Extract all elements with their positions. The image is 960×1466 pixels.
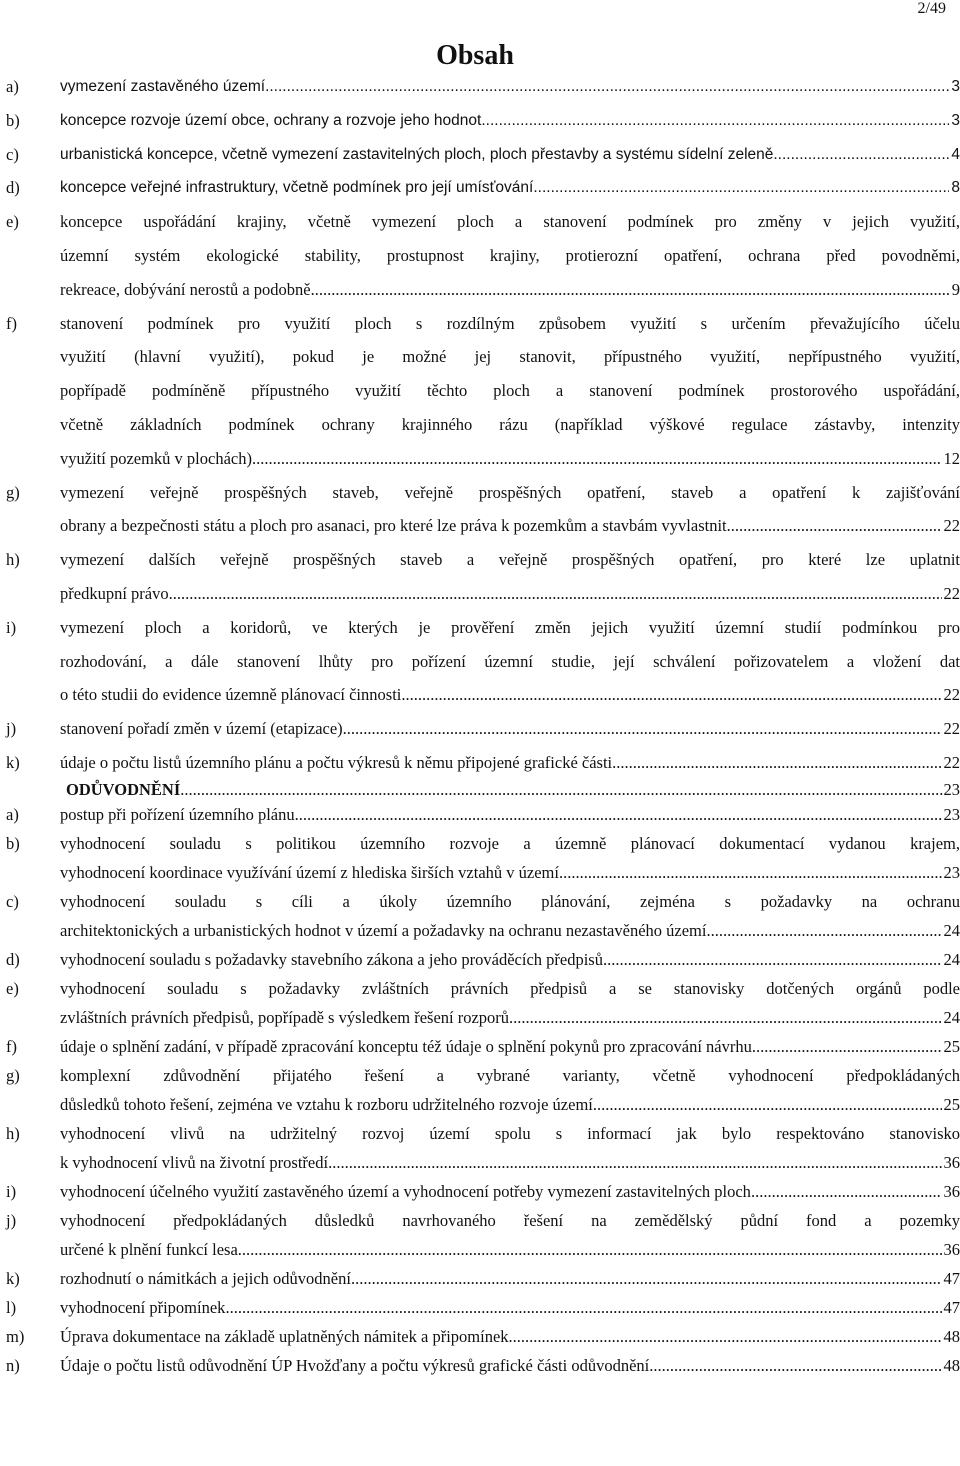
toc-entry-last-line — [60, 1177, 960, 1206]
toc-entry-page: 36 — [943, 1181, 960, 1201]
dot-leader — [727, 509, 942, 543]
toc-entry-text: obrany a bezpečnosti státu a ploch pro asanaci, pro které lze práva k pozemkům a stavbám vyvlastnit — [60, 516, 727, 536]
toc-entry-text: rozhodování, a dále stanovení lhůty pro pořízení územní studie, její schválení pořizovatelem a vložení dat — [60, 651, 960, 671]
toc-entry-last-line — [60, 712, 960, 746]
toc-entry-page: 47 — [943, 1268, 960, 1288]
toc-entry-last-line — [60, 945, 960, 974]
toc-entry-last-line — [60, 858, 960, 887]
toc-entry[interactable] — [6, 1206, 960, 1264]
toc-entry[interactable] — [6, 205, 960, 306]
toc-entry-last-line — [60, 1090, 960, 1119]
dot-leader — [751, 1177, 942, 1206]
toc-entry-last-line — [60, 1351, 960, 1380]
toc-entry-label: g) — [6, 1065, 20, 1085]
toc-entry-label: i) — [6, 617, 17, 637]
toc-entry-label: j) — [6, 1210, 17, 1230]
toc-entry-text: koncepce veřejné infrastruktury, včetně podmínek pro její umísťování — [60, 179, 534, 197]
dot-leader — [773, 138, 949, 172]
dot-leader — [265, 70, 949, 104]
toc-entry-page: 3 — [951, 78, 960, 95]
dot-leader — [593, 1090, 942, 1119]
toc-entry[interactable] — [6, 1032, 960, 1061]
toc-part-main — [6, 70, 960, 780]
toc-entry-text: vyhodnocení souladu s politikou územního rozvoje a územně plánovací dokumentací vydanou krajem, — [60, 833, 960, 853]
toc-entry-label: h) — [6, 550, 20, 570]
toc-section-odůvodnění[interactable] — [66, 780, 960, 800]
toc-entry[interactable] — [6, 1061, 960, 1119]
toc-entry-label: a) — [6, 77, 19, 96]
toc-entry-page: 48 — [943, 1326, 960, 1346]
toc-entry-page: 36 — [943, 1239, 960, 1259]
toc-entry-page: 9 — [951, 279, 960, 299]
toc-entry-last-line — [60, 678, 960, 712]
toc-entry[interactable] — [6, 712, 960, 746]
toc-entry-last-line — [60, 800, 960, 829]
toc-entry[interactable] — [6, 543, 960, 611]
toc-entry-label: n) — [6, 1355, 20, 1375]
toc-entry-page: 23 — [943, 862, 960, 882]
toc-entry-last-line — [60, 1003, 960, 1032]
toc-entry-page: 48 — [943, 1355, 960, 1375]
dot-leader — [481, 104, 949, 138]
toc-entry-label: b) — [6, 110, 20, 130]
toc-entry-last-line — [60, 273, 960, 307]
toc-entry-page: 24 — [943, 949, 960, 969]
toc-entry-last-line — [60, 1235, 960, 1264]
toc-entry-page: 22 — [943, 719, 960, 739]
toc-entry-last-line — [60, 509, 960, 543]
toc-entry-label: g) — [6, 482, 20, 502]
toc-entry-text: Údaje o počtu listů odůvodnění ÚP Hvožďany a počtu výkresů grafické části odůvodnění — [60, 1355, 650, 1375]
toc-entry-text: vymezení dalších veřejně prospěšných staveb a veřejně prospěšných opatření, pro které lze uplatnit — [60, 550, 960, 570]
dot-leader — [603, 945, 942, 974]
toc-entry-page: 36 — [943, 1152, 960, 1172]
toc-entry-text: důsledků tohoto řešení, zejména ve vztahu k rozboru udržitelného rozvoje území — [60, 1094, 593, 1114]
toc-entry-text: koncepce rozvoje území obce, ochrany a rozvoje jeho hodnot — [60, 111, 482, 129]
toc-entry-text: vyhodnocení souladu s cíli a úkoly územního plánování, zejména s požadavky na ochranu — [60, 891, 960, 911]
section-title: ODŮVODNĚNÍ — [66, 779, 181, 799]
dot-leader — [559, 858, 942, 887]
toc-entry-text: vyhodnocení účelného využití zastavěného území a vyhodnocení potřeby vymezení zastavitelných ploch — [60, 1181, 751, 1201]
toc-entry[interactable] — [6, 746, 960, 780]
toc-entry-label: e) — [6, 978, 19, 998]
toc-entry[interactable] — [6, 887, 960, 945]
toc-entry-text: k vyhodnocení vlivů na životní prostředí — [60, 1152, 329, 1172]
toc-entry-last-line — [60, 746, 960, 780]
toc-entry-text: popřípadě podmíněně přípustného využití těchto ploch a stanovení podmínek prostorového uspořádání, — [60, 381, 960, 401]
toc-entry[interactable] — [6, 1177, 960, 1206]
toc-entry-page: 24 — [943, 920, 960, 940]
toc-entry-text: vymezení ploch a koridorů, ve kterých je prověření změn jejich využití územní studií podmínkou pro — [60, 617, 960, 637]
toc-entry-text: stanovení pořadí změn v území (etapizace) — [60, 719, 343, 739]
toc-entry-text: stanovení podmínek pro využití ploch s rozdílným způsobem využití s určením převažujícího účelu — [60, 313, 960, 333]
toc-entry[interactable] — [6, 307, 960, 476]
toc-entry-page: 47 — [943, 1297, 960, 1317]
toc-entry-text: postup při pořízení územního plánu — [60, 804, 295, 824]
toc-entry-page: 22 — [943, 583, 960, 603]
toc-entry[interactable] — [6, 476, 960, 544]
page-title: Obsah — [436, 40, 514, 71]
toc-entry-label: f) — [6, 313, 17, 333]
toc-entry-text: vyhodnocení koordinace využívání území z hlediska širších vztahů v území — [60, 862, 559, 882]
dot-leader — [180, 780, 943, 800]
toc-entry-page: 23 — [943, 804, 960, 824]
toc-entry-label: f) — [6, 1036, 17, 1056]
dot-leader — [252, 442, 942, 476]
toc-entry-text: zvláštních právních předpisů, popřípadě s výsledkem řešení rozporů — [60, 1007, 510, 1027]
toc-entry-last-line — [60, 70, 960, 104]
dot-leader — [509, 1003, 941, 1032]
dot-leader — [351, 1264, 942, 1293]
toc-entry[interactable] — [6, 1119, 960, 1177]
toc-entry-label: d) — [6, 949, 20, 969]
section-page: 23 — [943, 779, 960, 799]
toc-entry-text: architektonických a urbanistických hodnot v území a požadavky na ochranu nezastavěného území — [60, 920, 707, 940]
toc-entry-text: Úprava dokumentace na základě uplatněných námitek a připomínek — [60, 1326, 509, 1346]
toc-entry-text: komplexní zdůvodnění přijatého řešení a vybrané varianty, včetně vyhodnocení předpokládaných — [60, 1065, 960, 1085]
toc-entry[interactable] — [6, 1264, 960, 1293]
toc-entry-last-line — [60, 577, 960, 611]
dot-leader — [706, 916, 941, 945]
toc-entry[interactable] — [6, 171, 960, 205]
toc-entry-last-line — [60, 916, 960, 945]
dot-leader — [401, 678, 941, 712]
toc-entry-text: rozhodnutí o námitkách a jejich odůvodnění — [60, 1268, 351, 1288]
toc-entry-last-line — [60, 1264, 960, 1293]
toc-entry-text: urbanistická koncepce, včetně vymezení zastavitelných ploch, ploch přestavby a systému sídelní zeleně — [60, 145, 774, 163]
toc-entry-text: vymezení veřejně prospěšných staveb, veřejně prospěšných opatření, staveb a opatření k zajišťování — [60, 482, 960, 502]
toc-entry-text: předkupní právo — [60, 583, 169, 603]
toc-entry-page: 8 — [951, 179, 960, 197]
toc-entry-page: 3 — [951, 111, 960, 129]
toc-entry-label: k) — [6, 1268, 20, 1288]
toc-entry-page: 24 — [943, 1007, 960, 1027]
toc-entry[interactable] — [6, 138, 960, 172]
toc-entry[interactable] — [6, 1322, 960, 1351]
toc-entry-text: vyhodnocení připomínek — [60, 1297, 226, 1317]
toc-entry-last-line — [60, 104, 960, 138]
page-number: 2/49 — [917, 0, 946, 17]
toc-entry-text: využití (hlavní využití), pokud je možné jej stanovit, přípustného využití, nepřípustného využití, — [60, 347, 960, 367]
toc-entry-page: 12 — [943, 448, 960, 468]
toc-entry-text: včetně základních podmínek ochrany krajinného rázu (například výškové regulace zástavby, intenzity — [60, 414, 960, 434]
dot-leader — [295, 800, 942, 829]
toc-entry-page: 25 — [943, 1036, 960, 1056]
toc-entry-label: i) — [6, 1181, 17, 1201]
toc-entry-label: l) — [6, 1297, 17, 1317]
toc-entry-text: vymezení zastavěného území — [60, 78, 266, 95]
dot-leader — [169, 577, 942, 611]
toc-entry-last-line — [60, 138, 960, 172]
toc-entry-text: určené k plnění funkcí lesa — [60, 1239, 238, 1259]
dot-leader — [343, 712, 942, 746]
toc-entry[interactable] — [6, 945, 960, 974]
toc-entry-label: c) — [6, 891, 19, 911]
dot-leader — [612, 746, 941, 780]
toc-entry-text: koncepce uspořádání krajiny, včetně vymezení ploch a stanovení podmínek pro změny v jejich využití, — [60, 212, 960, 232]
dot-leader — [225, 1293, 941, 1322]
toc-entry-text: údaje o splnění zadání, v případě zpracování konceptu též údaje o splnění pokynů pro zpracování návrhu — [60, 1036, 752, 1056]
toc-entry[interactable] — [6, 1293, 960, 1322]
toc-entry-label: h) — [6, 1123, 20, 1143]
toc-entry-label: d) — [6, 178, 20, 198]
toc-entry-last-line — [60, 1322, 960, 1351]
toc-entry-last-line — [60, 1293, 960, 1322]
dot-leader — [649, 1351, 941, 1380]
toc-entry-text: rekreace, dobývání nerostů a podobně — [60, 279, 311, 299]
toc-entry-text: vyhodnocení souladu s požadavky zvláštních právních předpisů a se stanovisky dotčených orgánů podle — [60, 978, 960, 998]
toc-entry[interactable] — [6, 1351, 960, 1380]
toc-entry[interactable] — [6, 829, 960, 887]
dot-leader — [752, 1032, 942, 1061]
toc-entry-text: vyhodnocení vlivů na udržitelný rozvoj území spolu s informací jak bylo respektováno stanovisko — [60, 1123, 960, 1143]
dot-leader — [509, 1322, 942, 1351]
toc-entry-label: m) — [6, 1326, 25, 1346]
toc-entry[interactable] — [6, 611, 960, 712]
toc-part-justification — [6, 800, 960, 1380]
toc-entry-text: údaje o počtu listů územního plánu a počtu výkresů k němu připojené grafické části — [60, 752, 613, 772]
toc-entry-label: a) — [6, 804, 19, 824]
toc-entry[interactable] — [6, 70, 960, 104]
dot-leader — [238, 1235, 942, 1264]
toc-entry-page: 22 — [943, 516, 960, 536]
toc-entry-label: j) — [6, 719, 17, 739]
toc-entry[interactable] — [6, 974, 960, 1032]
toc-entry[interactable] — [6, 800, 960, 829]
toc-entry-page: 25 — [943, 1094, 960, 1114]
dot-leader — [328, 1148, 941, 1177]
toc-entry-last-line — [60, 442, 960, 476]
dot-leader — [533, 171, 949, 205]
table-of-contents — [6, 70, 960, 1380]
toc-entry-last-line — [60, 1148, 960, 1177]
toc-entry[interactable] — [6, 104, 960, 138]
toc-entry-label: e) — [6, 212, 19, 232]
toc-entry-page: 22 — [943, 752, 960, 772]
toc-entry-last-line — [60, 171, 960, 205]
toc-entry-label: b) — [6, 833, 20, 853]
toc-entry-label: k) — [6, 752, 20, 772]
toc-entry-text: vyhodnocení předpokládaných důsledků navrhovaného řešení na zemědělský půdní fond a pozemky — [60, 1210, 960, 1230]
toc-entry-text: o této studii do evidence územně plánovací činnosti — [60, 685, 402, 705]
dot-leader — [311, 273, 950, 307]
toc-entry-last-line — [60, 1032, 960, 1061]
toc-entry-text: územní systém ekologické stability, prostupnost krajiny, protierozní opatření, ochrana před povodněmi, — [60, 245, 960, 265]
toc-entry-text: využití pozemků v plochách) — [60, 448, 252, 468]
toc-entry-text: vyhodnocení souladu s požadavky stavebního zákona a jeho prováděcích předpisů — [60, 949, 603, 969]
toc-entry-page: 4 — [951, 145, 960, 163]
toc-entry-label: c) — [6, 144, 19, 164]
toc-entry-page: 22 — [943, 685, 960, 705]
